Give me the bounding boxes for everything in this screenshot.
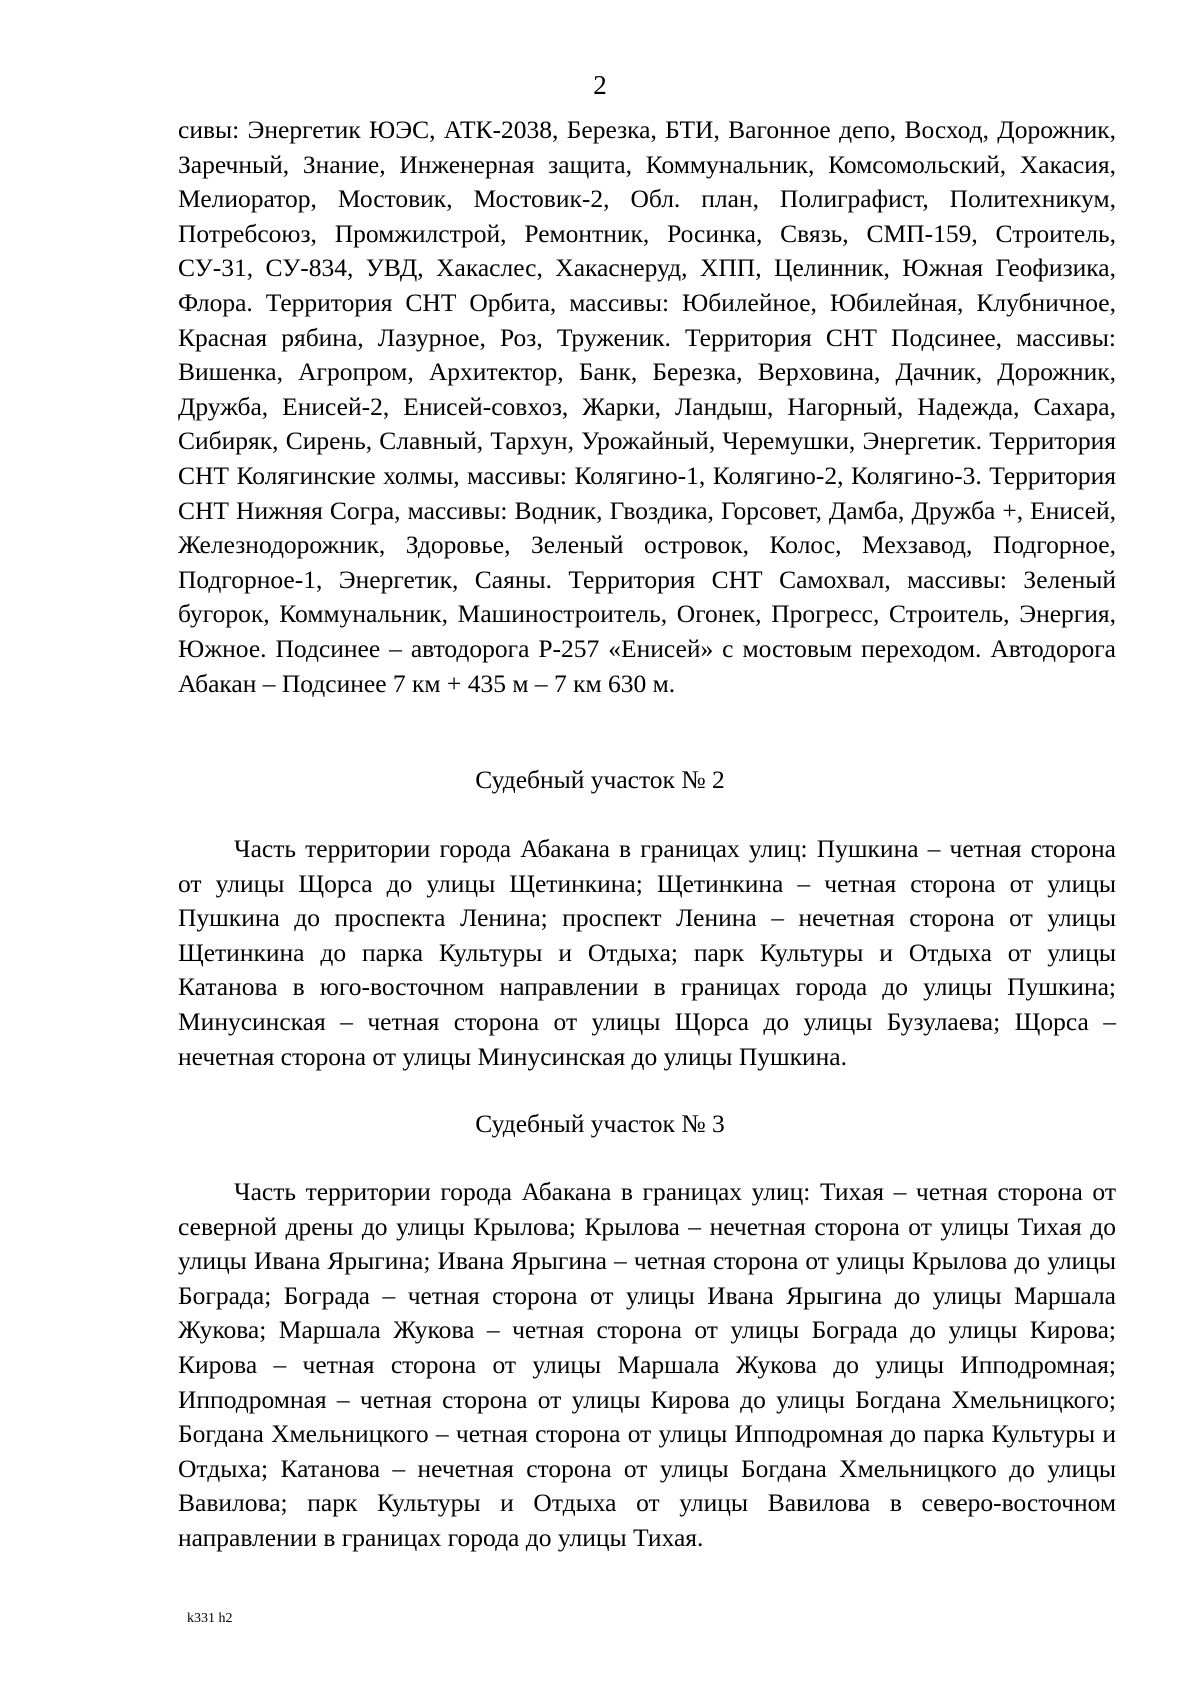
page-number: 2: [593, 70, 607, 100]
section-2-paragraph: Часть территории города Абакана в границах улиц: Пушкина – четная сторона от улицы Щорса до улицы Щетинкина; Щетинкина – четная сторона от улицы Пушкина до проспекта Ленина; проспект Ленина – нечетная сторона от улицы Щетинкина до парка Культуры и Отдыха; парк Культуры и Отдыха от улицы Катанова в юго-восточном направлении в границах города до улицы Пушкина; Минусинская – четная сторона от улицы Щорса до улицы Бузулаева; Щорса – нечетная сторона от улицы Минусинская до улицы Пушкина.: [178, 834, 1116, 1071]
section-3-paragraph: Часть территории города Абакана в границах улиц: Тихая – четная сторона от северной дрены до улицы Крылова; Крылова – нечетная сторона от улицы Тихая до улицы Ивана Ярыгина; Ивана Ярыгина – четная сторона от улицы Крылова до улицы Бограда; Бограда – четная сторона от улицы Ивана Ярыгина до улицы Маршала Жукова; Маршала Жукова – четная сторона от улицы Бограда до улицы Кирова; Кирова – четная сторона от улицы Маршала Жукова до улицы Ипподромная; Ипподромная – четная сторона от улицы Кирова до улицы Богдана Хмельницкого; Богдана Хмельницкого – четная сторона от улицы Ипподромная до парка Культуры и Отдыха; Катанова – нечетная сторона от улицы Богдана Хмельницкого до улицы Вавилова; парк Культуры и Отдыха от улицы Вавилова в северо-восточном направлении в границах города до улицы Тихая.: [178, 1177, 1116, 1552]
continuation-paragraph: сивы: Энергетик ЮЭС, АТК-2038, Березка, БТИ, Вагонное депо, Восход, Дорожник, Заречный, Знание, Инженерная защита, Коммунальник, Комсомольский, Хакасия, Мелиоратор, Мостовик, Мостовик-2, Обл. план, Полиграфист, Политехникум, Потребсоюз, Промжилстрой, Ремонтник, Росинка, Связь, СМП-159, Строитель, СУ-31, СУ-834, УВД, Хакаслес, Хакаснеруд, ХПП, Целинник, Южная Геофизика, Флора. Территория СНТ Орбита, массивы: Юбилейное, Юбилейная, Клубничное, Красная рябина, Лазурное, Роз, Труженик. Территория СНТ Подсинее, массивы: Вишенка, Агропром, Архитектор, Банк, Березка, Верховина, Дачник, Дорожник, Дружба, Енисей-2, Енисей-совхоз, Жарки, Ландыш, Нагорный, Надежда, Сахара, Сибиряк, Сирень, Славный, Тархун, Урожайный, Черемушки, Энергетик. Территория СНТ Колягинские холмы, массивы: Колягино-1, Колягино-2, Колягино-3. Территория СНТ Нижняя Согра, массивы: Водник, Гвоздика, Горсовет, Дамба, Дружба +, Енисей, Железнодорожник, Здоровье, Зеленый островок, Колос, Мехзавод, Подгорное, Подгорное-1, Энергетик, Саяны. Территория СНТ Самохвал, массивы: Зеленый бугорок, Коммунальник, Машиностроитель, Огонек, Прогресс, Строитель, Энергия, Южное. Подсинее – автодорога Р-257 «Енисей» с мостовым переходом. Автодорога Абакан – Подсинее 7 км + 435 м – 7 км 630 м.: [178, 115, 1116, 698]
section-heading-3: Судебный участок № 3: [475, 1109, 725, 1138]
section-heading-2: Судебный участок № 2: [475, 765, 725, 794]
footer-document-code: k331 h2: [187, 1611, 233, 1626]
